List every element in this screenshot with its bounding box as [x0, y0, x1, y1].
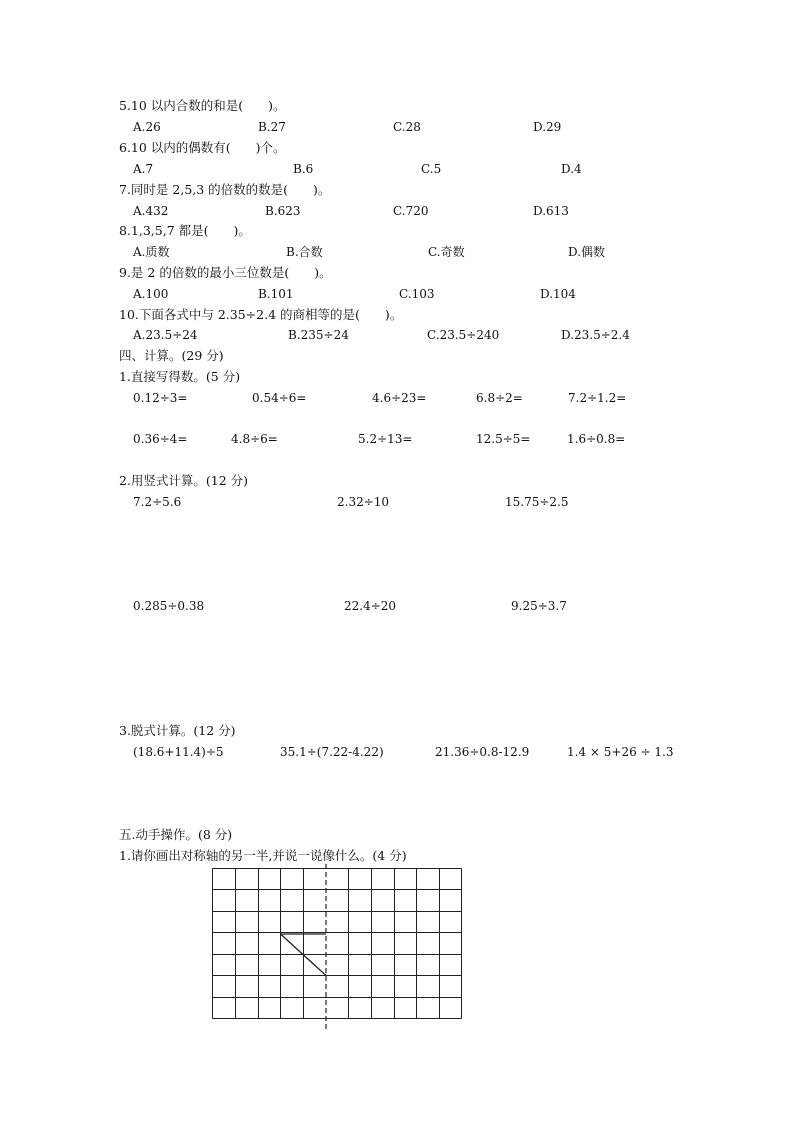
question-6: 6.10 以内的偶数有( )个。 [119, 140, 286, 155]
oral-calc-item: 6.8÷2= [476, 391, 523, 405]
question-9: 9.是 2 的倍数的最小三位数是( )。 [119, 265, 332, 280]
vertical-calc-item: 0.285÷0.38 [133, 599, 205, 613]
q8-option-c: C.奇数 [428, 245, 465, 259]
stepwise-calc-item: 21.36÷0.8-12.9 [435, 745, 530, 759]
q7-option-b: B.623 [265, 204, 301, 218]
q9-option-c: C.103 [399, 287, 435, 301]
q8-option-a: A.质数 [133, 245, 170, 259]
q5-option-d: D.29 [533, 120, 562, 134]
part-1-title: 1.直接写得数。(5 分) [119, 369, 241, 384]
stepwise-calc-item: 35.1÷(7.22-4.22) [280, 745, 384, 759]
oral-calc-item: 0.36÷4= [133, 432, 188, 446]
section-4-title: 四、计算。(29 分) [119, 348, 224, 363]
oral-calc-item: 7.2÷1.2= [568, 391, 627, 405]
q9-option-d: D.104 [540, 287, 576, 301]
q6-option-a: A.7 [133, 162, 154, 176]
oral-calc-item: 5.2÷13= [358, 432, 413, 446]
vertical-calc-item: 7.2÷5.6 [133, 495, 182, 509]
q8-option-d: D.偶数 [568, 245, 606, 259]
vertical-calc-item: 22.4÷20 [344, 599, 397, 613]
q9-option-a: A.100 [133, 287, 169, 301]
q6-option-c: C.5 [421, 162, 442, 176]
stepwise-calc-item: (18.6+11.4)÷5 [133, 745, 224, 759]
oral-calc-item: 1.6÷0.8= [567, 432, 626, 446]
oral-calc-item: 12.5÷5= [476, 432, 531, 446]
grid-lines [213, 869, 462, 1019]
q5-option-a: A.26 [133, 120, 161, 134]
q10-option-d: D.23.5÷2.4 [561, 328, 630, 342]
question-7: 7.同时是 2,5,3 的倍数的数是( )。 [119, 182, 331, 197]
vertical-calc-item: 2.32÷10 [337, 495, 390, 509]
q8-option-b: B.合数 [286, 245, 323, 259]
oral-calc-item: 0.54÷6= [252, 391, 307, 405]
q7-option-a: A.432 [133, 204, 169, 218]
vertical-calc-item: 9.25÷3.7 [511, 599, 567, 613]
section-5-title: 五.动手操作。(8 分) [119, 827, 233, 842]
q10-option-b: B.235÷24 [288, 328, 349, 342]
question-8: 8.1,3,5,7 都是( )。 [119, 223, 251, 238]
q9-option-b: B.101 [258, 287, 294, 301]
symmetry-grid [210, 864, 470, 1032]
part-2-title: 2.用竖式计算。(12 分) [119, 473, 249, 488]
q6-option-d: D.4 [561, 162, 582, 176]
question-5: 5.10 以内合数的和是( )。 [119, 98, 286, 113]
q10-option-a: A.23.5÷24 [133, 328, 198, 342]
oral-calc-item: 0.12÷3= [133, 391, 188, 405]
q10-option-c: C.23.5÷240 [427, 328, 500, 342]
stepwise-calc-item: 1.4 × 5+26 ÷ 1.3 [567, 745, 674, 759]
oral-calc-item: 4.6÷23= [372, 391, 427, 405]
question-10: 10.下面各式中与 2.35÷2.4 的商相等的是( )。 [119, 307, 403, 322]
q6-option-b: B.6 [293, 162, 314, 176]
symmetry-question: 1.请你画出对称轴的另一半,并说一说像什么。(4 分) [119, 848, 407, 863]
q7-option-c: C.720 [393, 204, 429, 218]
oral-calc-item: 4.8÷6= [231, 432, 278, 446]
q5-option-b: B.27 [258, 120, 286, 134]
q5-option-c: C.28 [393, 120, 421, 134]
part-3-title: 3.脱式计算。(12 分) [119, 723, 236, 738]
vertical-calc-item: 15.75÷2.5 [505, 495, 569, 509]
q7-option-d: D.613 [533, 204, 569, 218]
